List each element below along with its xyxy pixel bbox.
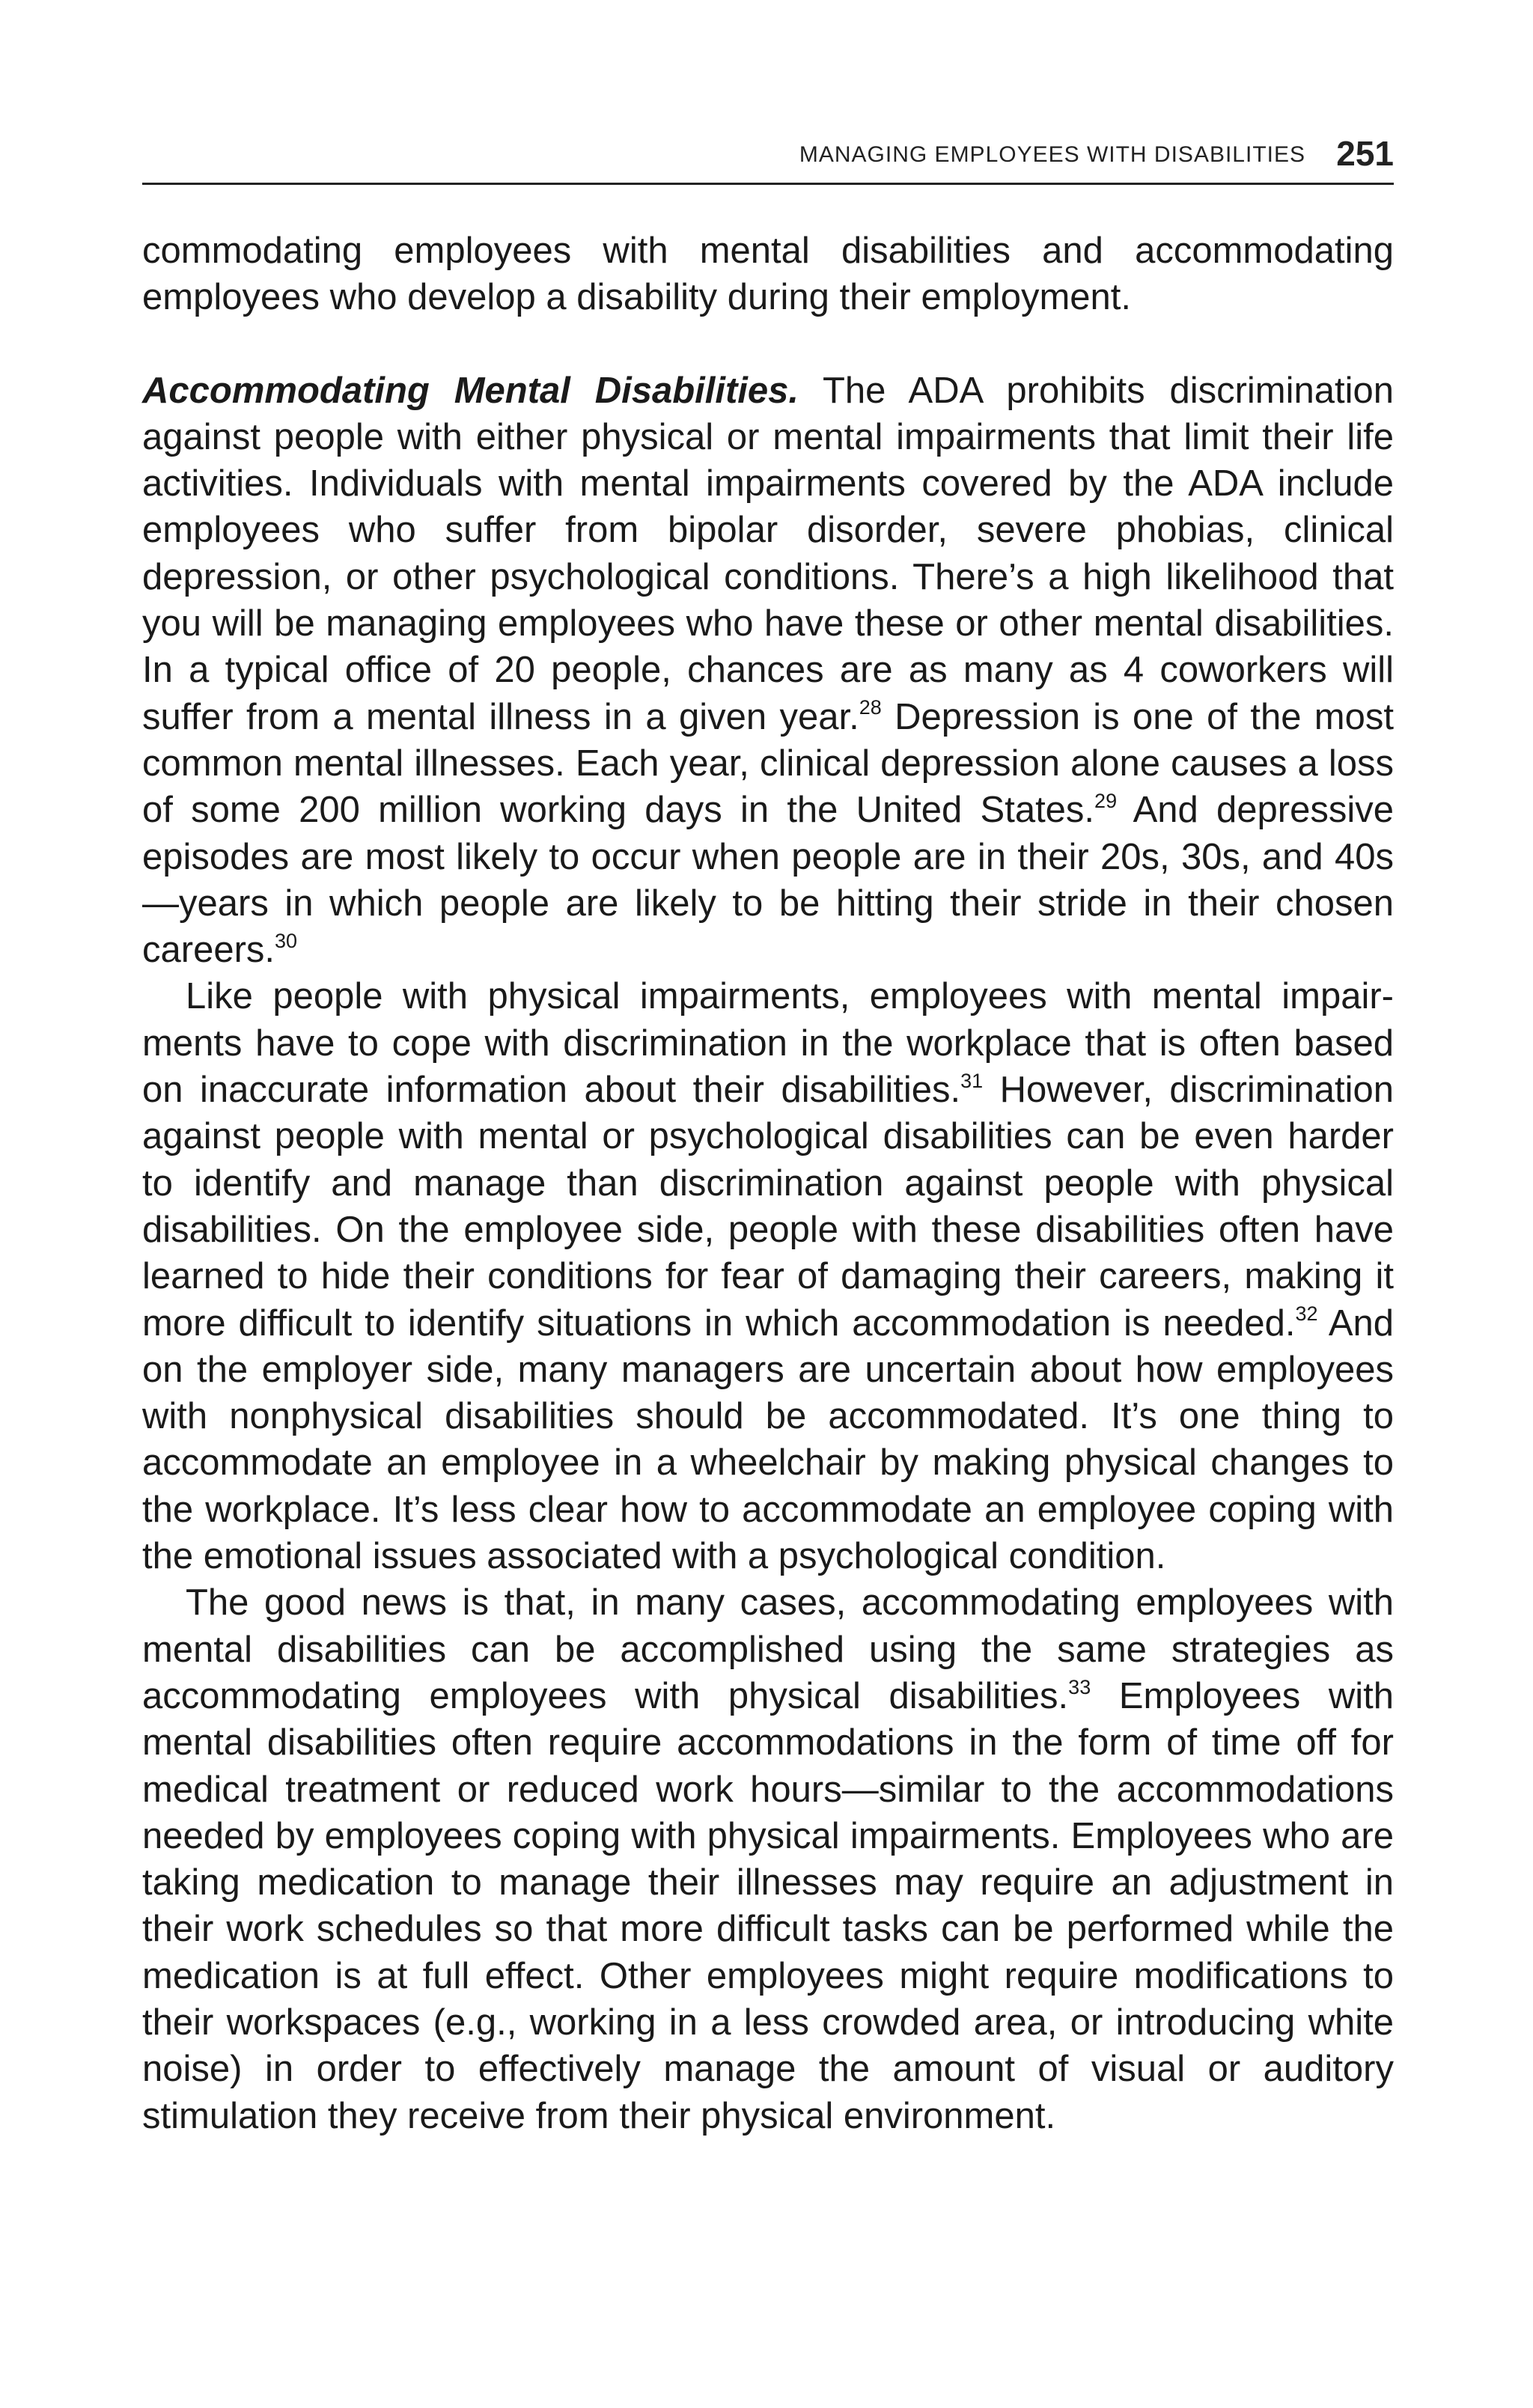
- footnote-marker: 29: [1094, 789, 1118, 812]
- footnote-marker: 33: [1068, 1675, 1091, 1698]
- footnote-marker: 28: [859, 696, 882, 719]
- page-header: [142, 132, 1394, 185]
- paragraph-text: And depressive episodes are most likely to occur when people are in their 20s, 30s, and 40s—years in which people are likely to be hitting their stride in their chosen careers.: [142, 790, 1394, 971]
- paragraph-text: The ADA prohibits discrimination against people with either physical or mental impairments that limit their life activities. Individuals with mental impairments covered by the ADA include employees who suffer from bipolar disorder, severe phobias, clinical depression, or other psychological conditions. There’s a high likelihood that you will be managing employees who have these or other mental disabilities. In a typical office of 20 people, chances are as many as 4 coworkers will suffer from a mental illness in a given year.: [142, 370, 1394, 737]
- paragraph-continued: commodating employees with mental disabilities and accommodating employees who develop a disability during their employment.: [142, 231, 1394, 318]
- paragraph-text: The good news is that, in many cases, accommodating employees with mental disabilities can be accomplished using the same strategies as accommodating employees with physical disabilities.: [142, 1582, 1394, 1716]
- paragraph-discrimination: [142, 973, 1394, 1579]
- footnote-marker: 30: [275, 929, 298, 952]
- paragraph-text: Like people with physical impairments, employees with mental impairments have to cope with discrimination in the workplace that is often based on inaccurate information about their disabilities.: [142, 976, 1394, 1111]
- footnote-marker: 31: [960, 1069, 984, 1092]
- paragraph-accommodating-mental-disabilities: [142, 368, 1394, 974]
- page-number: 251: [1336, 134, 1394, 173]
- paragraph-text: However, discrimination against people with mental or psychological disabilities can be even harder to identify and manage than discrimination against people with physical disabilities. On the employee side, people with these disabilities often have learned to hide their conditions for fear of damaging their careers, making it more difficult to identify situations in which accommodation is needed.: [142, 1070, 1394, 1344]
- body-text: [142, 228, 1394, 2139]
- footnote-marker: 32: [1295, 1302, 1318, 1326]
- running-head: MANAGING EMPLOYEES WITH DISABILITIES: [799, 142, 1305, 167]
- paragraph-text: And on the employer side, many managers are uncertain about how employees with nonphysical disabilities should be accommodated. It’s one thing to accommodate an employee in a wheelchair by making physical changes to the workplace. It’s less clear how to accommodate an employee coping with the emotional issues associated with a psychological condition.: [142, 1302, 1394, 1577]
- paragraph-text: Employees with mental disabilities often require accommodations in the form of time off for medical treatment or reduced work hours—similar to the accommodations needed by employees coping with physical impairments. Employees who are taking medication to manage their illnesses may require an adjustment in their work schedules so that more difficult tasks can be performed while the medication is at full effect. Other employees might require modifications to their workspaces (e.g., working in a less crowded area, or introducing white noise) in order to effectively manage the amount of visual or auditory stimulation they receive from their physical environment.: [142, 1675, 1394, 2136]
- run-in-heading: Accommodating Mental Disabilities.: [142, 370, 799, 411]
- paragraph-text: Depression is one of the most common mental illnesses. Each year, clinical depression alone causes a loss of some 200 million working days in the United States.: [142, 696, 1394, 831]
- paragraph-good-news: [142, 1579, 1394, 2139]
